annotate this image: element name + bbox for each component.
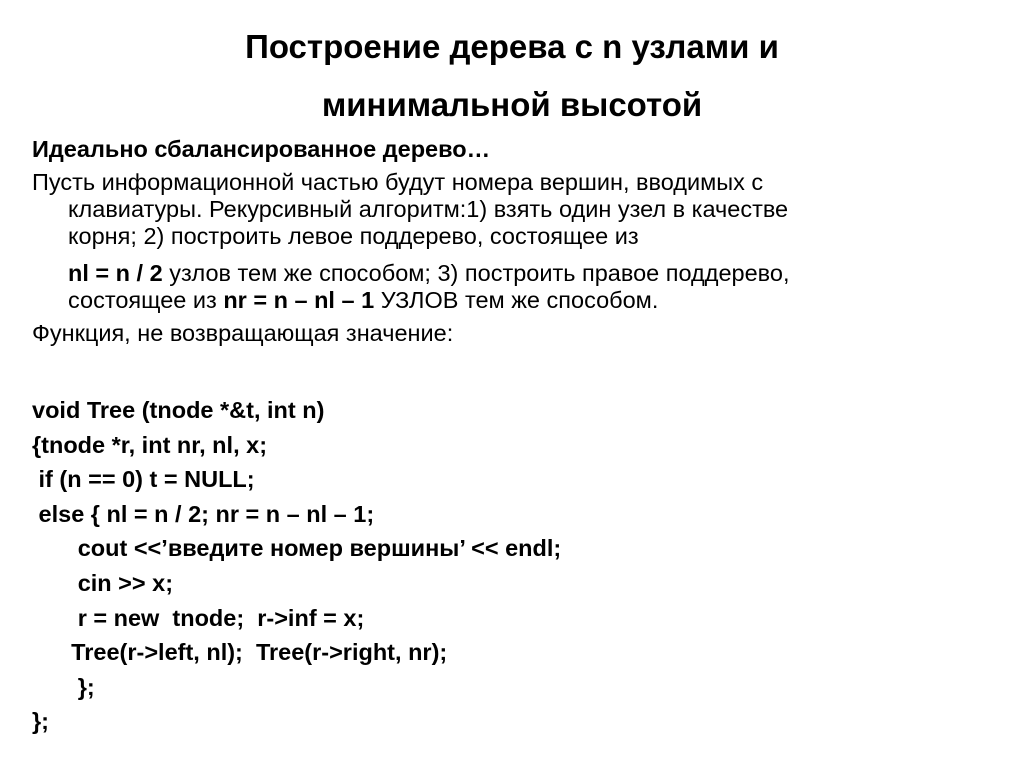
code-line: void Tree (tnode *&t, int n) [32,397,325,423]
code-line: }; [32,673,95,700]
code-line: r = new tnode; r->inf = x; [32,604,365,631]
slide-title [0,18,1024,134]
code-line: cin >> x; [32,569,174,596]
paragraph-line-5-text: УЗЛОВ тем же способом. [374,287,659,313]
code-block [32,393,932,739]
paragraph-line-5 [68,287,992,314]
code-line: else { nl = n / 2; nr = n – nl – 1; [32,500,375,527]
code-line: }; [32,708,49,735]
title-line-2: минимальной высотой [321,86,703,123]
algorithm-paragraph [32,169,992,314]
code-line: if (n == 0) t = NULL; [32,466,255,493]
slide-body [32,136,992,347]
formula-nr: nr = n – nl – 1 [223,287,375,313]
title-line-1: Построение дерева с n узлами и [245,28,779,65]
code-line: Tree(r->left, nl); Tree(r->right, nr); [32,639,448,666]
subheading: Идеально сбалансированное дерево… [32,136,491,162]
code-line: {tnode *r, int nr, nl, x; [32,431,268,458]
code-line: cout <<’введите номер вершины’ << endl; [32,535,562,562]
function-note: Функция, не возвращающая значение: [32,320,454,346]
paragraph-line-1: Пусть информационной частью будут номера вершин, вводимых с [32,169,764,195]
paragraph-line-5-pre: состоящее из [68,287,224,313]
formula-nl: nl = n / 2 [68,260,163,286]
paragraph-line-4-text: узлов тем же способом; 3) построить правое поддерево, [162,260,790,286]
paragraph-line-4 [68,260,992,287]
paragraph-line-3: корня; 2) построить левое поддерево, состоящее из [68,223,639,249]
paragraph-line-2: клавиатуры. Рекурсивный алгоритм:1) взять один узел в качестве [68,196,789,222]
